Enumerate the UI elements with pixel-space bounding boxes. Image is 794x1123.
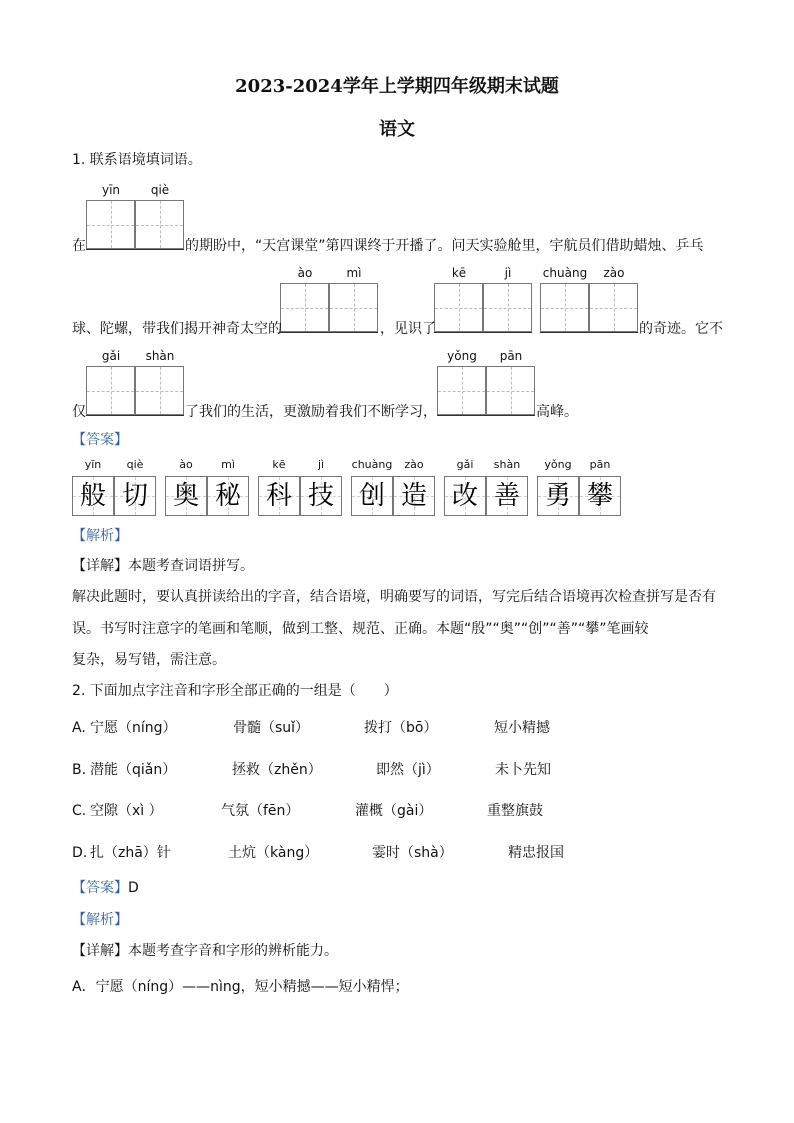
option-item: 土炕（kàng） — [228, 845, 319, 861]
answer-pinyin: mì — [221, 458, 235, 471]
pinyin: qiè — [150, 183, 170, 197]
detail-text: 【详解】本题考查字音和字形的辨析能力。 — [72, 943, 338, 959]
answer-char-cell — [300, 476, 342, 516]
pinyin: yǒng — [447, 349, 477, 363]
underline — [280, 332, 378, 333]
pinyin: kē — [451, 266, 467, 280]
answer-char: 秘 — [214, 481, 241, 511]
option-item: 即然（jì） — [376, 762, 440, 778]
analysis-label: 【解析】 — [72, 912, 128, 928]
answer-pinyin: gǎi — [456, 458, 474, 471]
option-item: 短小精撼 — [494, 720, 550, 736]
underline — [540, 332, 638, 333]
underline — [434, 332, 532, 333]
answer-char: 造 — [400, 481, 427, 511]
option-item: 灌概（gài） — [355, 803, 433, 819]
pinyin: shàn — [145, 349, 175, 363]
question-2-stem: 2. 下面加点字注音和字形全部正确的一组是（ ） — [72, 683, 398, 699]
answer-char-cell — [486, 476, 528, 516]
answer-pinyin: pān — [589, 458, 611, 471]
underline — [86, 415, 184, 416]
writing-box[interactable] — [280, 283, 329, 332]
q1-text: 仅 — [72, 404, 86, 420]
answer-label: 【答案】 — [72, 880, 128, 896]
subject-title: 语文 — [379, 119, 415, 140]
answer-char: 攀 — [586, 481, 613, 511]
writing-box[interactable] — [86, 366, 135, 415]
answer-char: 善 — [493, 481, 520, 511]
question-1-stem: 1. 联系语境填词语。 — [72, 152, 202, 168]
answer-char-cell — [579, 476, 621, 516]
option-item: 霎时（shà） — [372, 845, 453, 861]
writing-box[interactable] — [486, 366, 535, 415]
answer-char: 科 — [265, 481, 292, 511]
writing-box[interactable] — [434, 283, 483, 332]
option-item: 宁愿（níng） — [90, 720, 177, 736]
pinyin: ào — [297, 266, 313, 280]
pinyin: mì — [346, 266, 362, 280]
writing-box[interactable] — [483, 283, 532, 332]
q1-text: ，见识了 — [380, 321, 436, 337]
answer-pinyin: chuàng — [351, 458, 393, 471]
answer-char: 勇 — [544, 481, 571, 511]
option-item: 重整旗鼓 — [487, 803, 543, 819]
q1-text: 球、陀螺，带我们揭开神奇太空的 — [72, 321, 282, 337]
option-item: 拯救（zhěn） — [232, 762, 322, 778]
answer-char-cell — [165, 476, 207, 516]
option-label: C. — [72, 803, 87, 819]
option-label: B. — [72, 762, 87, 778]
option-item: 未卜先知 — [495, 762, 551, 778]
page-title: 2023-2024学年上学期四年级期末试题 — [235, 76, 559, 97]
answer-char: 切 — [121, 481, 148, 511]
writing-box[interactable] — [135, 366, 184, 415]
answer-pinyin: jì — [317, 458, 325, 471]
answer-char-cell — [444, 476, 486, 516]
answer-pinyin: kē — [272, 458, 286, 471]
answer-char: 奥 — [172, 481, 199, 511]
q1-text: 了我们的生活，更激励着我们不断学习， — [185, 404, 437, 420]
q1-text: 高峰。 — [536, 404, 578, 420]
explain-text: A．宁愿（níng）——nìng，短小精撼——短小精悍； — [72, 979, 409, 995]
writing-box[interactable] — [540, 283, 589, 332]
underline — [437, 415, 535, 416]
answer-pinyin: ào — [179, 458, 193, 471]
answer-char-cell — [72, 476, 114, 516]
writing-box[interactable] — [589, 283, 638, 332]
writing-box[interactable] — [437, 366, 486, 415]
writing-box[interactable] — [329, 283, 378, 332]
option-item: 扎（zhā）针 — [90, 845, 171, 861]
answer-char: 改 — [451, 481, 478, 511]
answer-pinyin: yǒng — [544, 458, 572, 471]
answer-char-cell — [393, 476, 435, 516]
analysis-label: 【解析】 — [72, 528, 128, 544]
answer-label: 【答案】 — [72, 432, 128, 448]
pinyin: pān — [499, 349, 523, 363]
answer-char: 般 — [79, 481, 106, 511]
q1-text: 的期盼中，“天宫课堂”第四课终于开播了。问天实验舱里，宇航员们借助蜡烛、乒乓 — [185, 238, 704, 254]
q1-text: 的奇迹。它不 — [639, 321, 723, 337]
writing-box[interactable] — [135, 200, 184, 249]
option-label: D. — [72, 845, 88, 861]
answer-pinyin: zào — [404, 458, 424, 471]
answer-char-cell — [207, 476, 249, 516]
answer-pinyin: yīn — [84, 458, 102, 471]
option-item: 空隙（xì ） — [90, 803, 163, 819]
answer-char-cell — [258, 476, 300, 516]
q1-text: 在 — [72, 238, 86, 254]
pinyin: yīn — [101, 183, 121, 197]
answer-char-cell — [114, 476, 156, 516]
answer-pinyin: shàn — [493, 458, 521, 471]
option-label: A. — [72, 720, 86, 736]
option-item: 潜能（qiǎn） — [90, 762, 177, 778]
underline — [86, 249, 184, 250]
explain-text: 复杂，易写错，需注意。 — [72, 652, 226, 668]
answer-char-cell — [351, 476, 393, 516]
answer-char: 创 — [358, 481, 385, 511]
pinyin: chuàng — [542, 266, 588, 280]
answer-pinyin: qiè — [126, 458, 144, 471]
answer-row — [72, 878, 139, 898]
option-item: 气氛（fēn） — [221, 803, 300, 819]
answer-char: 技 — [307, 481, 334, 511]
pinyin: zào — [603, 266, 625, 280]
writing-box[interactable] — [86, 200, 135, 249]
pinyin: jì — [504, 266, 512, 280]
explain-text: 误。书写时注意字的笔画和笔顺，做到工整、规范、正确。本题“殷”“奥”“创”“善”“攀”笔画较 — [72, 621, 649, 637]
option-item: 精忠报国 — [508, 845, 564, 861]
option-item: 骨髓（suǐ） — [233, 720, 310, 736]
option-item: 拨打（bō） — [364, 720, 438, 736]
detail-text: 【详解】本题考查词语拼写。 — [72, 558, 254, 574]
pinyin: gǎi — [101, 349, 121, 363]
answer-value: D — [128, 880, 139, 896]
answer-char-cell — [537, 476, 579, 516]
explain-text: 解决此题时，要认真拼读给出的字音，结合语境，明确要写的词语，写完后结合语境再次检查拼写是否有 — [72, 589, 716, 605]
